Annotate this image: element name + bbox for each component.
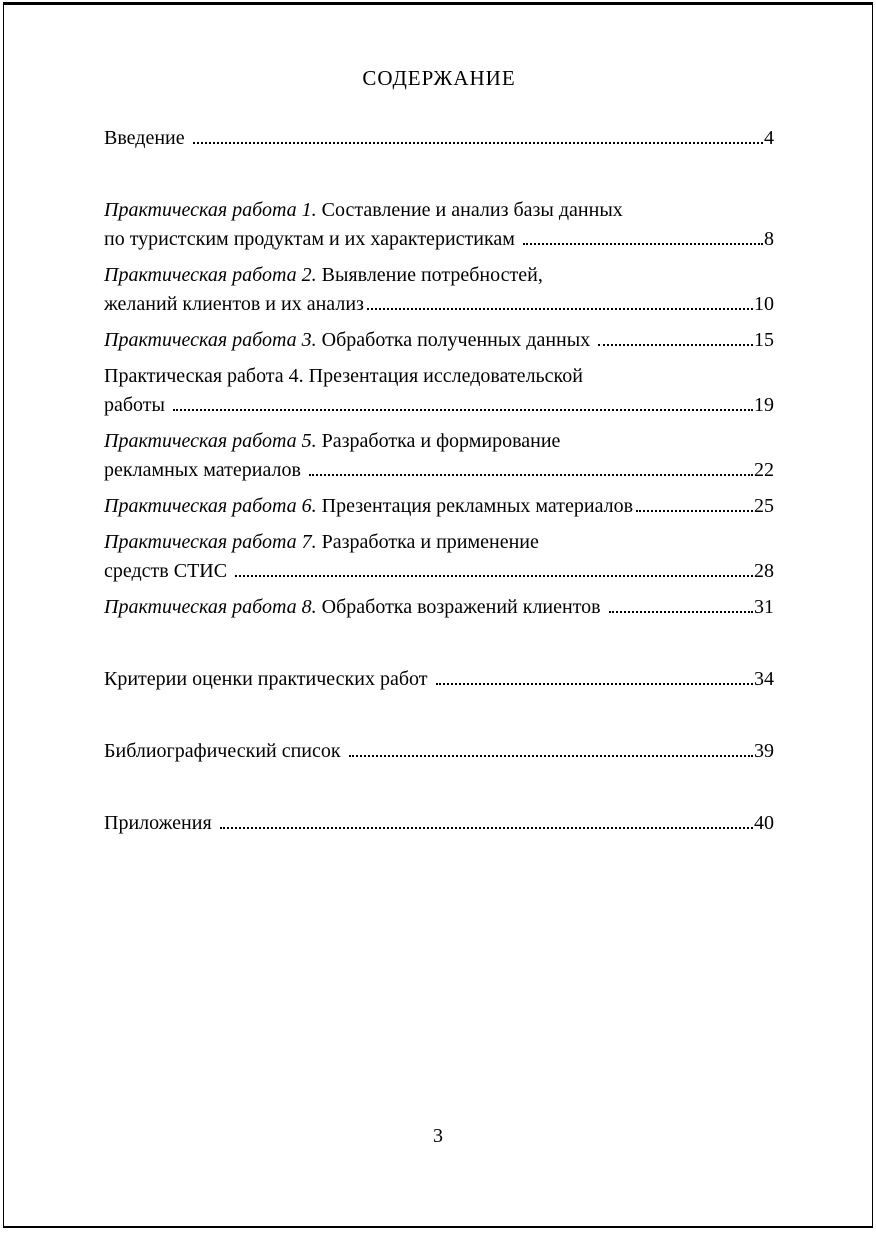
entry-prefix: Практическая работа 5. xyxy=(104,430,317,452)
entry-text: Критерии оценки практических работ xyxy=(104,668,433,690)
entry-text: Выявление потребностей, xyxy=(316,264,543,286)
entry-text-line2: средств СТИС xyxy=(104,560,233,582)
dot-leader xyxy=(193,142,763,144)
entry-prefix: Практическая работа 2. xyxy=(104,264,317,286)
dot-leader xyxy=(309,474,753,476)
entry-page-number: 8 xyxy=(764,228,774,250)
entry-prefix: Практическая работа 1. xyxy=(104,199,317,221)
dot-leader xyxy=(636,510,753,512)
entry-page-number: 28 xyxy=(754,560,774,582)
toc-entry-bibliography xyxy=(104,737,774,766)
entry-prefix: Практическая работа 6. xyxy=(104,495,317,517)
entry-page-number: 4 xyxy=(764,127,774,149)
toc-entry-appendices xyxy=(104,809,774,838)
entry-text-line2: желаний клиентов и их анализ xyxy=(104,293,364,315)
entry-text-line2: по туристским продуктам и их характеристикам xyxy=(104,228,520,250)
entry-text: Обработка возражений клиентов xyxy=(316,596,606,618)
entry-page-number: 39 xyxy=(754,740,774,762)
toc-entry-introduction xyxy=(104,124,774,153)
entry-page-number: 31 xyxy=(754,596,774,618)
dot-leader xyxy=(349,755,753,757)
entry-page-number: 25 xyxy=(754,495,774,517)
toc-entry-work-2 xyxy=(104,261,774,319)
dot-leader xyxy=(598,344,753,346)
dot-leader xyxy=(609,611,753,613)
entry-text: Библиографический список xyxy=(104,740,346,762)
toc-entry-work-6 xyxy=(104,492,774,521)
entry-text-line2: работы xyxy=(104,394,170,416)
entry-prefix: Практическая работа 8. xyxy=(104,596,317,618)
entry-text: Составление и анализ базы данных xyxy=(316,199,623,221)
entry-prefix: Практическая работа 7. xyxy=(104,531,317,553)
page-title: СОДЕРЖАНИЕ xyxy=(362,66,516,90)
dot-leader xyxy=(235,575,753,577)
entry-text-line2: рекламных материалов xyxy=(104,459,306,481)
entry-prefix: Практическая работа 3. xyxy=(104,329,317,351)
entry-page-number: 34 xyxy=(754,668,774,690)
toc-entry-work-4 xyxy=(104,362,774,420)
entry-text: Обработка полученных данных xyxy=(316,329,596,351)
entry-page-number: 19 xyxy=(754,394,774,416)
toc-entry-work-3 xyxy=(104,326,774,355)
toc-entry-criteria xyxy=(104,665,774,694)
dot-leader xyxy=(367,308,753,310)
entry-page-number: 40 xyxy=(754,812,774,834)
entry-page-number: 15 xyxy=(754,329,774,351)
entry-text: Разработка и формирование xyxy=(316,430,561,452)
dot-leader xyxy=(173,409,753,411)
page-number-footer: 3 xyxy=(433,1125,443,1147)
dot-leader xyxy=(220,827,753,829)
toc-entry-work-7 xyxy=(104,528,774,586)
entry-text: Презентация рекламных материалов xyxy=(316,495,634,517)
entry-page-number: 10 xyxy=(754,293,774,315)
entry-text: Разработка и применение xyxy=(316,531,539,553)
toc-entry-work-1 xyxy=(104,196,774,254)
entry-page-number: 22 xyxy=(754,459,774,481)
entry-text: Введение xyxy=(104,127,190,149)
dot-leader xyxy=(523,243,763,245)
toc-entry-work-8 xyxy=(104,593,774,622)
dot-leader xyxy=(436,683,753,685)
entry-text: Практическая работа 4. Презентация исследовательской xyxy=(104,365,583,387)
entry-text: Приложения xyxy=(104,812,217,834)
toc-entry-work-5 xyxy=(104,427,774,485)
